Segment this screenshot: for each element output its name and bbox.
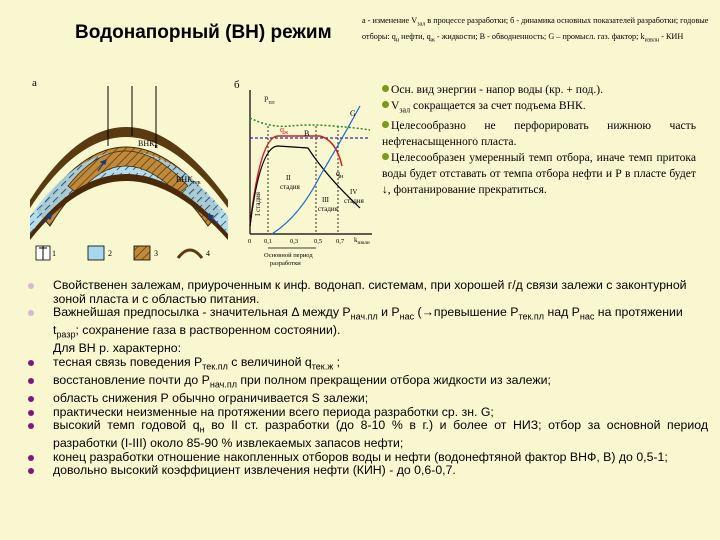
svg-text:0,3: 0,3 xyxy=(290,238,299,245)
svg-text:0: 0 xyxy=(248,238,252,245)
list-item: Для ВН р. характерно: xyxy=(53,341,182,356)
key-point: Осн. вид энергии - напор воды (кр. + под.). xyxy=(382,82,696,98)
figure-caption: а - изменение $V_{зал}$ в процессе разработки; б - динамика основных показателей разработки; годовые отборы: $q_н$ нефти, $q_ж$ - жидкости; В - обводненность; G – промысл. газ. фактор; $k_{извлн}$ - КИН xyxy=(362,16,709,44)
reservoir-section-diagram xyxy=(28,76,238,266)
label-p-pl: $Р_{пл}$ xyxy=(264,95,275,106)
label-q-n: $q_н$ xyxy=(336,169,344,180)
svg-text:3: 3 xyxy=(154,249,158,258)
bullet-icon xyxy=(382,121,389,128)
list-item: практически неизменные на протяжении всего периода разработки ср. зн. G; xyxy=(28,406,708,420)
list-item: Важнейшая предпосылка - значительная Δ между $Р_{нач.пл}$ и $Р_{нас}$ (→превышение $Р_{тек.пл}$ над $Р_{нас}$ на протяжении $t_{разр}$; сохранение газа в растворенном состоянии). xyxy=(28,306,708,342)
bullet-icon xyxy=(382,85,389,92)
list-item: восстановление почти до $Р_{нач.пл}$ при полном прекращении отбора жидкости из залежи; xyxy=(28,374,708,392)
bullet-icon xyxy=(28,423,34,429)
vnk-initial-label: $ВНК_н$ xyxy=(138,139,158,150)
stage-2-label: II стадия xyxy=(280,174,300,191)
stage-3-label: III стадия xyxy=(318,196,338,213)
development-dynamics-chart xyxy=(230,76,380,276)
slide-title: Водонапорный (ВН) режим xyxy=(75,22,332,43)
svg-text:0,1: 0,1 xyxy=(264,238,273,245)
svg-text:4: 4 xyxy=(206,249,210,258)
diagram-legend xyxy=(36,246,210,260)
stage-4-label: IV стадия xyxy=(344,188,364,205)
bullet-icon xyxy=(28,378,34,384)
list-item: высокий темп годовой $q_н$ во II ст. разработки (до 8-10 % в г.) и более от НИЗ; отбор за основной период разработки (I-III) около 85-90 % извлекаемых запасов нефти; xyxy=(28,419,708,451)
bullet-icon xyxy=(28,360,34,366)
svg-text:0,5: 0,5 xyxy=(314,238,323,245)
stage-1-label: I стадия xyxy=(254,192,262,216)
list-item: область снижения Р обычно ограничивается S залежи; xyxy=(28,392,708,406)
label-g: G xyxy=(350,109,356,118)
svg-text:2: 2 xyxy=(108,249,112,258)
x-axis-ticks xyxy=(248,238,345,245)
main-period-label: Основной период разработки xyxy=(264,252,313,267)
list-item: довольно высокий коэффициент извлечения нефти (КИН) - до 0,6-0,7. xyxy=(28,464,708,478)
svg-text:0,7: 0,7 xyxy=(336,238,345,245)
bullet-icon xyxy=(28,396,34,402)
list-item: тесная связь поведения $Р_{тек.пл}$ с величиной $q_{тек.ж}$ ; xyxy=(28,356,708,374)
bullet-icon xyxy=(382,153,389,160)
axis-k-label: $k_{извлн}$ xyxy=(354,236,370,246)
list-item: Свойственен залежам, приуроченным к инф. водонап. системам, при хорошей г/д связи залежи с законтурной зоной пласта и с областью питания. xyxy=(28,279,708,306)
bullet-icon xyxy=(382,101,389,108)
bullet-icon xyxy=(28,455,34,461)
key-point: Целесообразно не перфорировать нижнюю часть нефтенасыщенного пласта. xyxy=(382,119,696,149)
bullet-icon xyxy=(28,283,34,289)
key-points xyxy=(382,82,696,198)
bullet-icon xyxy=(28,410,34,416)
bullet-icon xyxy=(28,310,34,316)
vnk-current-label: $ВНК_{тек}$ xyxy=(176,175,201,186)
key-point: $V_{зал}$ сокращается за счет подъема ВНК. xyxy=(382,98,696,118)
bullet-icon xyxy=(28,468,34,474)
label-a: а xyxy=(32,77,37,89)
list-item: конец разработки отношение накопленных отборов воды и нефти (водонефтяной фактор ВНФ, В) до 0,5-1; xyxy=(28,451,708,465)
key-point: Целесообразен умеренный темп отбора, иначе темп притока воды будет отставать от темпа отбора нефти и Р в пласте будет ↓, фонтанирование прекратиться. xyxy=(382,151,696,197)
label-b: б xyxy=(234,79,240,91)
svg-text:1: 1 xyxy=(52,249,56,258)
label-q-zh: $q_ж$ xyxy=(280,125,289,136)
characteristics-list xyxy=(28,279,708,478)
label-b-water: В xyxy=(304,129,310,138)
